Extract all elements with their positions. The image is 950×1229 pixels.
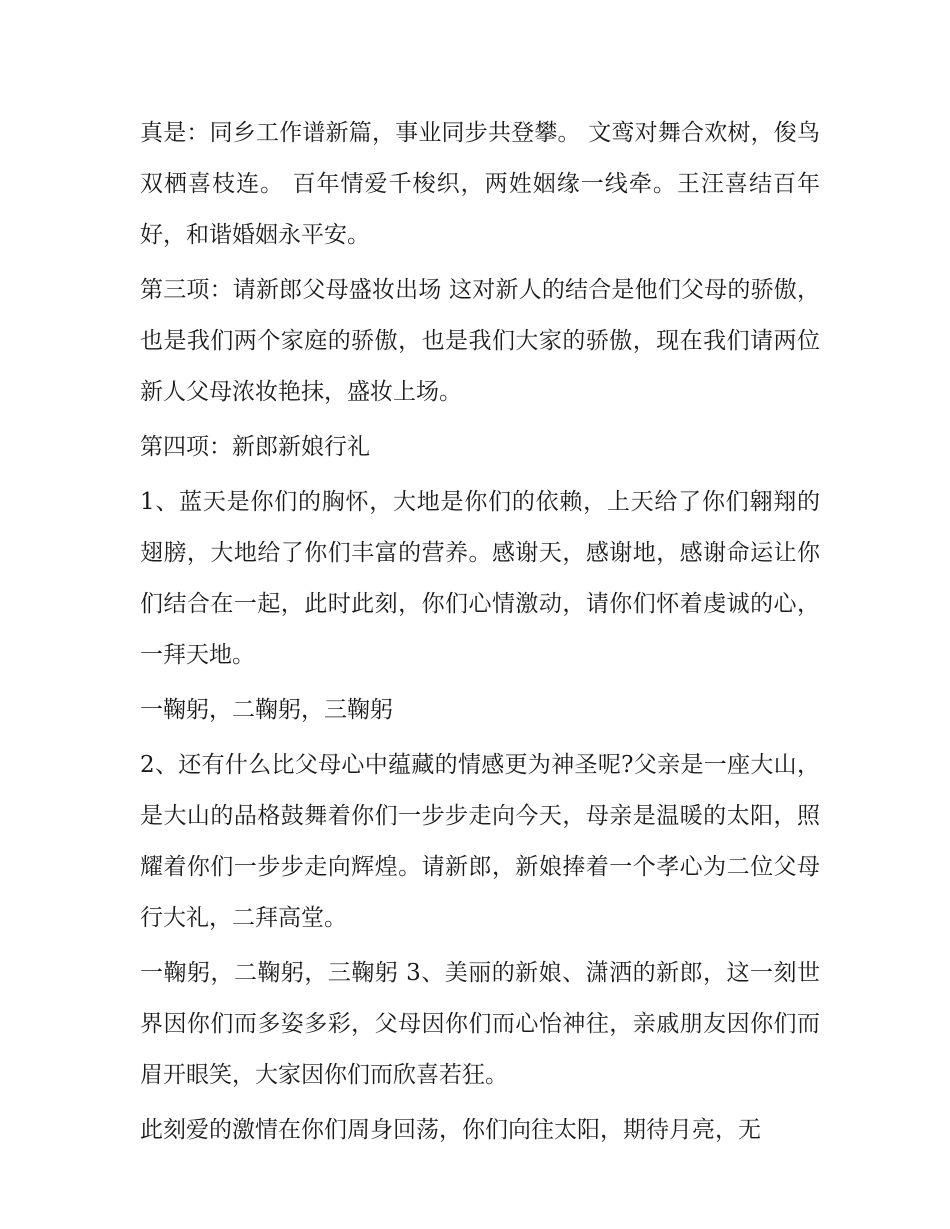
- paragraph-bows-first: 一鞠躬，二鞠躬，三鞠躬: [140, 697, 393, 723]
- paragraph-item-three: 第三项：请新郎父母盛妆出场 这对新人的结合是他们父母的骄傲，也是我们两个家庭的骄傲，也是我们大家的骄傲，现在我们请两位新人父母浓妆艳抹，盛妆上场。: [140, 277, 820, 405]
- paragraph-bow-heaven-earth: 1、蓝天是你们的胸怀，大地是你们的依赖，上天给了你们翱翔的翅膀，大地给了你们丰富的营养。感谢天，感谢地，感谢命运让你们结合在一起，此时此刻，你们心情激动，请你们怀着虔诚的心，一拜天地。: [140, 489, 820, 668]
- document-body: [140, 108, 820, 1160]
- paragraph-passion: 此刻爱的激情在你们周身回荡，你们向往太阳，期待月亮，无: [140, 1117, 761, 1143]
- paragraph-couplet: 真是：同乡工作谱新篇，事业同步共登攀。 文鸾对舞合欢树，俊鸟双栖喜枝连。 百年情爱千梭织，两姓姻缘一线牵。王汪喜结百年好，和谐婚姻永平安。: [140, 120, 820, 248]
- paragraph-bows-second: 一鞠躬，二鞠躬，三鞠躬 3、美丽的新娘、潇洒的新郎，这一刻世界因你们而多姿多彩，父母因你们而心怡神往，亲戚朋友因你们而眉开眼笑，大家因你们而欣喜若狂。: [140, 960, 820, 1088]
- paragraph-bow-parents: 2、还有什么比父母心中蕴藏的情感更为神圣呢?父亲是一座大山，是大山的品格鼓舞着你们一步步走向今天，母亲是温暖的太阳，照耀着你们一步步走向辉煌。请新郎，新娘捧着一个孝心为二位父母行大礼，二拜高堂。: [140, 752, 820, 931]
- paragraph-item-four-heading: 第四项：新郎新娘行礼: [140, 434, 370, 460]
